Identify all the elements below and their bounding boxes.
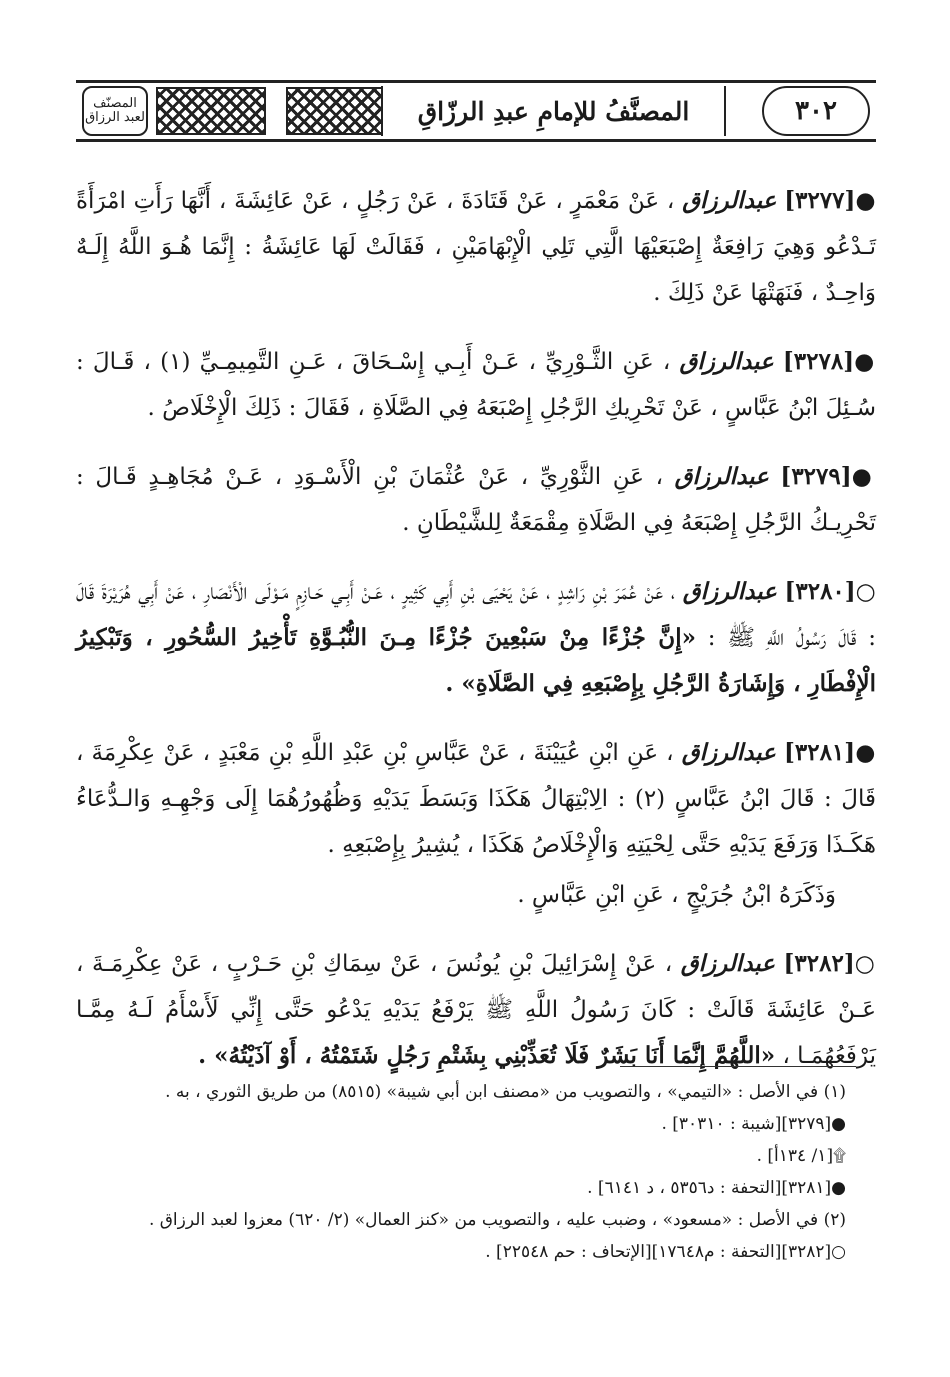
entry-text: ، عَنِ الثَّوْرِيِّ ، عَنْ عُثْمَانَ بْنِ الْأَسْـوَدِ ، عَـنْ مُجَاهِـدٍ قَـالَ : تَحْرِيـكُ الرَّجُلِ إِصْبَعَهُ فِي الصَّلَاةِ مِقْمَعَةٌ لِلشَّيْطَانِ . xyxy=(76,464,876,536)
hadith-quote: «إِنَّ جُزْءًا مِنْ سَبْعِينَ جُزْءًا مِـنَ النُّبُـوَّةِ تَأْخِيرُ السُّحُورِ ، وَتَبْكِيرُ الْإِفْطَارِ ، وَإِشَارَةُ الرَّجُلِ بِإِصْبَعِهِ فِي الصَّلَاةِ» . xyxy=(76,624,876,697)
entry-mark: ● xyxy=(855,187,877,214)
entry-3279 xyxy=(76,454,876,546)
page-header xyxy=(76,80,876,142)
entry-mark: ○ xyxy=(854,950,877,977)
footnote-source-3282: ○[٣٢٨٢][التحفة : م١٧٦٤٨][الإتحاف : حم ٢٢٥٤٨] . xyxy=(485,1242,846,1262)
footnote-source-3281: ●[٣٢٨١][التحفة : د٥٣٥٦ ، د ٦١٤١] . xyxy=(587,1178,846,1198)
entry-number: [٣٢٧٩] xyxy=(780,463,852,490)
narrator-name: عبدالرزاق xyxy=(674,463,769,490)
entry-3281-note: وَذَكَرَهُ ابْنُ جُرَيْجٍ ، عَنِ ابْنِ عَبَّاسٍ . xyxy=(517,882,836,908)
entry-mark: ○ xyxy=(855,578,876,605)
main-text xyxy=(76,155,876,1091)
entry-mark: ● xyxy=(851,463,876,490)
entry-number: [٣٢٨٠] xyxy=(784,578,856,605)
narrator-name: عبدالرزاق xyxy=(682,578,777,605)
book-seal xyxy=(82,86,148,136)
entry-3277 xyxy=(76,178,876,316)
entry-3280 xyxy=(76,569,876,707)
footnote-source-3279: ●[٣٢٧٩][شيبة : ٣٠٣١٠] . xyxy=(661,1114,846,1134)
entry-text: ، عَنْ إِسْرَائِيلَ بْنِ يُونُسَ ، عَنْ سِمَاكِ بْنِ حَـرْبٍ ، عَنْ عِكْرِمَـةَ ، عَـنْ عَائِشَةَ قَالَتْ : كَانَ رَسُولُ اللَّهِ ﷺ يَرْفَعُ يَدَيْهِ يَدْعُو حَتَّى إِنِّي لَأَسْأَمُ لَـهُ مِمَّـا يَرْفَعُهُمَـا ، xyxy=(76,951,876,1069)
entry-text: ، عَنِ الثَّـوْرِيِّ ، عَـنْ أَبِـي إِسْـحَاقَ ، عَـنِ التَّمِيمِـيِّ (١) ، قَـالَ : سُـئِلَ ابْنُ عَبَّاسٍ ، عَنْ تَحْرِيكِ الرَّجُلِ إِصْبَعَهُ فِي الصَّلَاةِ ، فَقَالَ : ذَلِكَ الْإِخْلَاصُ . xyxy=(76,349,876,421)
narrator-name: عبدالرزاق xyxy=(680,950,775,977)
narrator-name: عبدالرزاق xyxy=(681,739,776,766)
hadith-quote: «اللَّهُمَّ إِنَّمَا أَنَا بَشَرٌ فَلَا تُعَذِّبْنِي بِشَتْمِ رَجُلٍ شَتَمْتُهُ ، أَوْ آذَيْتُهُ» . xyxy=(198,1042,776,1069)
entry-mark: ● xyxy=(854,348,877,375)
seal-text: المصنّف لعبد الرزاق xyxy=(85,96,145,125)
narrator-name: عبدالرزاق xyxy=(679,348,774,375)
entry-number: [٣٢٨١] xyxy=(783,739,856,766)
entry-mark: ● xyxy=(855,739,877,766)
entry-number: [٣٢٨٢] xyxy=(783,950,855,977)
entry-3278 xyxy=(76,339,876,431)
entry-3282 xyxy=(76,941,876,1079)
page-title: المصنَّفُ للإمامِ عبدِ الرزّاقِ xyxy=(381,86,726,136)
entry-text: ، عَنْ مَعْمَرٍ ، عَنْ قَتَادَةَ ، عَنْ رَجُلٍ ، عَنْ عَائِشَةَ ، أَنَّهَا رَأَتِ امْرَأَةً تَـدْعُو وَهِيَ رَافِعَةٌ إِصْبَعَيْهَا الَّتِي تَلِي الْإِبْهَامَيْنِ ، فَقَالَتْ لَهَا عَائِشَةُ : إِنَّمَا هُـوَ اللَّهُ إِلَـهٌ وَاحِـدٌ ، فَنَهَتْهَا عَنْ ذَلِكَ . xyxy=(76,188,876,306)
entry-text: ، عَنِ ابْنِ عُيَيْنَةَ ، عَنْ عَبَّاسِ بْنِ عَبْدِ اللَّهِ بْنِ مَعْبَدٍ ، عَنْ عِكْرِمَةَ ، قَالَ : قَالَ ابْنُ عَبَّاسٍ (٢) : الِابْتِهَالُ هَكَذَا وَبَسَطَ يَدَيْهِ وَظُهُورُهُمَا إِلَى وَجْهِـهِ وَالـدُّعَاءُ هَكَـذَا وَرَفَعَ يَدَيْهِ حَتَّى لِحْيَتِهِ وَالْإِخْلَاصُ هَكَذَا ، يُشِيرُ بِإِصْبَعِهِ . xyxy=(76,740,876,858)
entry-number: [٣٢٧٨] xyxy=(782,348,855,375)
entry-number: [٣٢٧٧] xyxy=(784,187,856,214)
footnote-divider xyxy=(620,1066,856,1067)
footnote-manuscript-ref: ۩[١/ ١٣٤أ] . xyxy=(756,1146,846,1166)
entry-text: ، عَنْ عُمَرَ بْنِ رَاشِدٍ ، عَنْ يَحْيَى بْنِ أَبِي كَثِيرٍ ، عَـنْ أَبِـي حَـازِمٍ مَـوْلَى الْأَنْصَارِ ، عَنْ أَبِي هُرَيْرَةَ قَالَ : قَالَ رَسُولُ اللَّهِ ﷺ : xyxy=(76,579,876,651)
footnotes xyxy=(76,1076,856,1268)
narrator-name: عبدالرزاق xyxy=(682,187,777,214)
page-number: ٣٠٢ xyxy=(762,86,870,136)
footnote-2: (٢) في الأصل : «مسعود» ، وضبب عليه ، والتصويب من «كنز العمال» (٢/ ٦٢٠) معزوا لعبد الرزاق . xyxy=(148,1210,846,1230)
footnote-1: (١) في الأصل : «التيمي» ، والتصويب من «مصنف ابن أبي شيبة» (٨٥١٥) من طريق الثوري ، به . xyxy=(165,1082,846,1102)
ornament-mid xyxy=(286,87,386,135)
ornament-left xyxy=(156,87,266,135)
entry-3281 xyxy=(76,730,876,868)
